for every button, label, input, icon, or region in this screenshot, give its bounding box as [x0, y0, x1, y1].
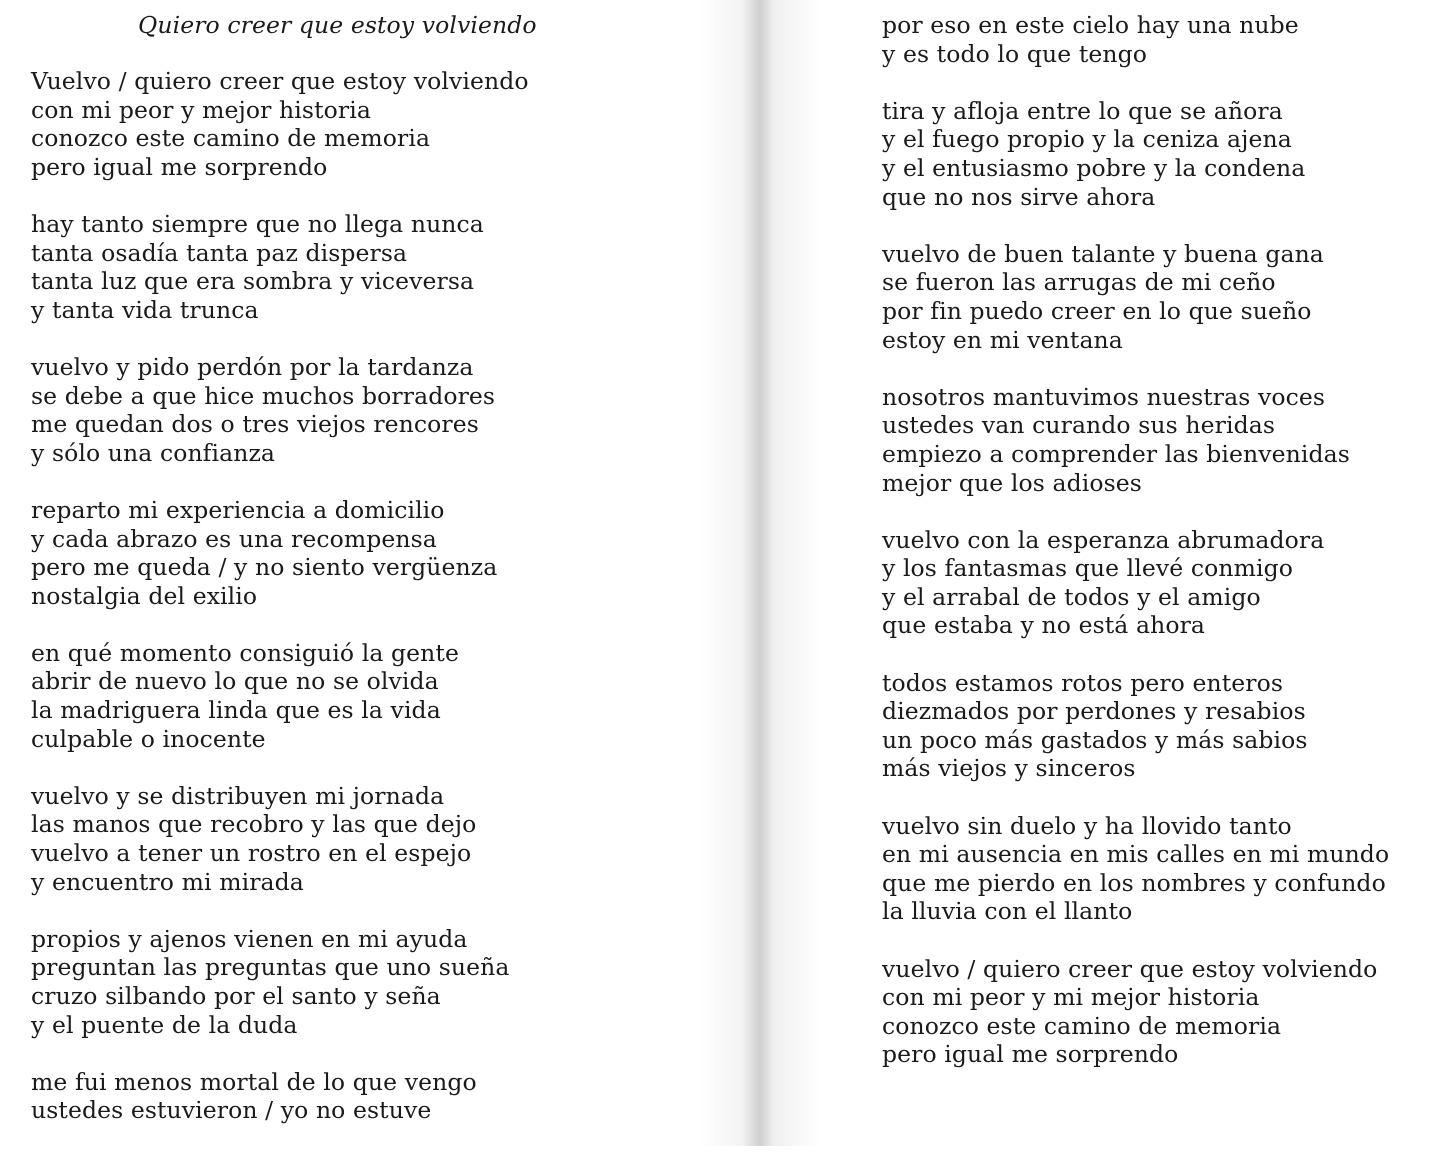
poem-line: tanta osadía tanta paz dispersa: [31, 238, 408, 267]
poem-line: que no nos sirve ahora: [882, 182, 1156, 211]
stanza: [31, 925, 529, 1039]
poem-line: vuelvo y se distribuyen mi jornada: [31, 781, 445, 810]
poem-line: ustedes estuvieron / yo no estuve: [31, 1096, 432, 1125]
poem-line: vuelvo con la esperanza abrumadora: [882, 525, 1325, 554]
poem-line: diezmados por perdones y resabios: [882, 697, 1306, 726]
poem-line: y los fantasmas que llevé conmigo: [882, 554, 1294, 583]
poem-line: nostalgia del exilio: [31, 581, 258, 610]
poem-line: todos estamos rotos pero enteros: [882, 668, 1284, 697]
poem-line: cruzo silbando por el santo y seña: [31, 982, 441, 1010]
poem-line: abrir de nuevo lo que no se olvida: [31, 667, 439, 696]
poem-line: estoy en mi ventana: [882, 325, 1123, 354]
poem-line: la madriguera linda que es la vida: [31, 696, 441, 725]
poem-line: vuelvo / quiero creer que estoy volviendo: [882, 954, 1378, 983]
poem-line: Vuelvo / quiero creer que estoy volviendo: [31, 67, 529, 95]
poem-line: pero igual me sorprendo: [31, 152, 328, 181]
poem-line: conozco este camino de memoria: [882, 1011, 1282, 1040]
poem-line: reparto mi experiencia a domicilio: [31, 495, 445, 524]
poem-line: hay tanto siempre que no llega nunca: [31, 209, 484, 238]
stanza: [882, 240, 1389, 354]
poem-line: conozco este camino de memoria: [31, 124, 431, 153]
poem-line: y sólo una confianza: [31, 438, 276, 467]
poem-line: nosotros mantuvimos nuestras voces: [882, 382, 1326, 411]
poem-line: con mi peor y mi mejor historia: [882, 983, 1260, 1012]
poem-line: y el puente de la duda: [31, 1010, 298, 1039]
poem-line: pero igual me sorprendo: [882, 1040, 1179, 1069]
poem-line: tanta luz que era sombra y viceversa: [31, 267, 475, 296]
stanza: [31, 496, 529, 610]
poem-line: me fui menos mortal de lo que vengo: [31, 1067, 477, 1096]
poem-line: empiezo a comprender las bienvenidas: [882, 439, 1350, 468]
poem-line: un poco más gastados y más sabios: [882, 725, 1308, 754]
poem-line: que estaba y no está ahora: [882, 611, 1206, 640]
poem-line: en mi ausencia en mis calles en mi mundo: [882, 840, 1390, 869]
poem-line: se debe a que hice muchos borradores: [31, 381, 496, 410]
stanza: [882, 526, 1389, 640]
poem-line: vuelvo sin duelo y ha llovido tanto: [882, 811, 1292, 840]
stanza: [31, 639, 529, 753]
stanza: [882, 812, 1389, 926]
stanza: [31, 782, 529, 896]
poem-line: vuelvo de buen talante y buena gana: [882, 239, 1324, 268]
poem-title: Quiero creer que estoy volviendo: [138, 11, 537, 39]
left-poem-column: [31, 67, 529, 1154]
stanza: [882, 955, 1389, 1069]
poem-line: y tanta vida trunca: [31, 295, 259, 324]
poem-line: en qué momento consiguió la gente: [31, 638, 459, 667]
poem-line: más viejos y sinceros: [882, 754, 1136, 783]
poem-line: y encuentro mi mirada: [31, 867, 304, 896]
poem-line: por fin puedo creer en lo que sueño: [882, 296, 1312, 325]
poem-line: preguntan las preguntas que uno sueña: [31, 953, 510, 982]
stanza: [882, 669, 1389, 783]
poem-line: me quedan dos o tres viejos rencores: [31, 410, 479, 439]
poem-line: ustedes van curando sus heridas: [882, 411, 1275, 440]
poem-line: culpable o inocente: [31, 724, 266, 753]
poem-line: pero me queda / y no siento vergüenza: [31, 553, 498, 582]
stanza: [31, 1068, 529, 1125]
poem-line: por eso en este cielo hay una nube: [882, 11, 1299, 39]
poem-line: se fueron las arrugas de mi ceño: [882, 268, 1276, 297]
poem-line: mejor que los adioses: [882, 468, 1142, 497]
stanza: [882, 97, 1389, 211]
poem-line: con mi peor y mejor historia: [31, 95, 371, 124]
stanza: [31, 67, 529, 181]
stanza: [882, 11, 1389, 68]
poem-line: vuelvo y pido perdón por la tardanza: [31, 352, 474, 381]
poem-line: propios y ajenos vienen en mi ayuda: [31, 924, 468, 953]
poem-line: y el entusiasmo pobre y la condena: [882, 153, 1306, 182]
stanza: [882, 383, 1389, 497]
poem-line: la lluvia con el llanto: [882, 897, 1133, 926]
right-poem-column: [882, 11, 1389, 1098]
poem-line: y el fuego propio y la ceniza ajena: [882, 125, 1292, 154]
stanza: [31, 353, 529, 467]
poem-line: vuelvo a tener un rostro en el espejo: [31, 839, 472, 868]
poem-line: y es todo lo que tengo: [882, 39, 1148, 68]
poem-line: y el arrabal de todos y el amigo: [882, 582, 1261, 611]
poem-line: y cada abrazo es una recompensa: [31, 524, 437, 553]
poem-line: tira y afloja entre lo que se añora: [882, 96, 1283, 125]
poem-line: que me pierdo en los nombres y confundo: [882, 868, 1386, 897]
stanza: [31, 210, 529, 324]
poem-line: las manos que recobro y las que dejo: [31, 810, 477, 839]
